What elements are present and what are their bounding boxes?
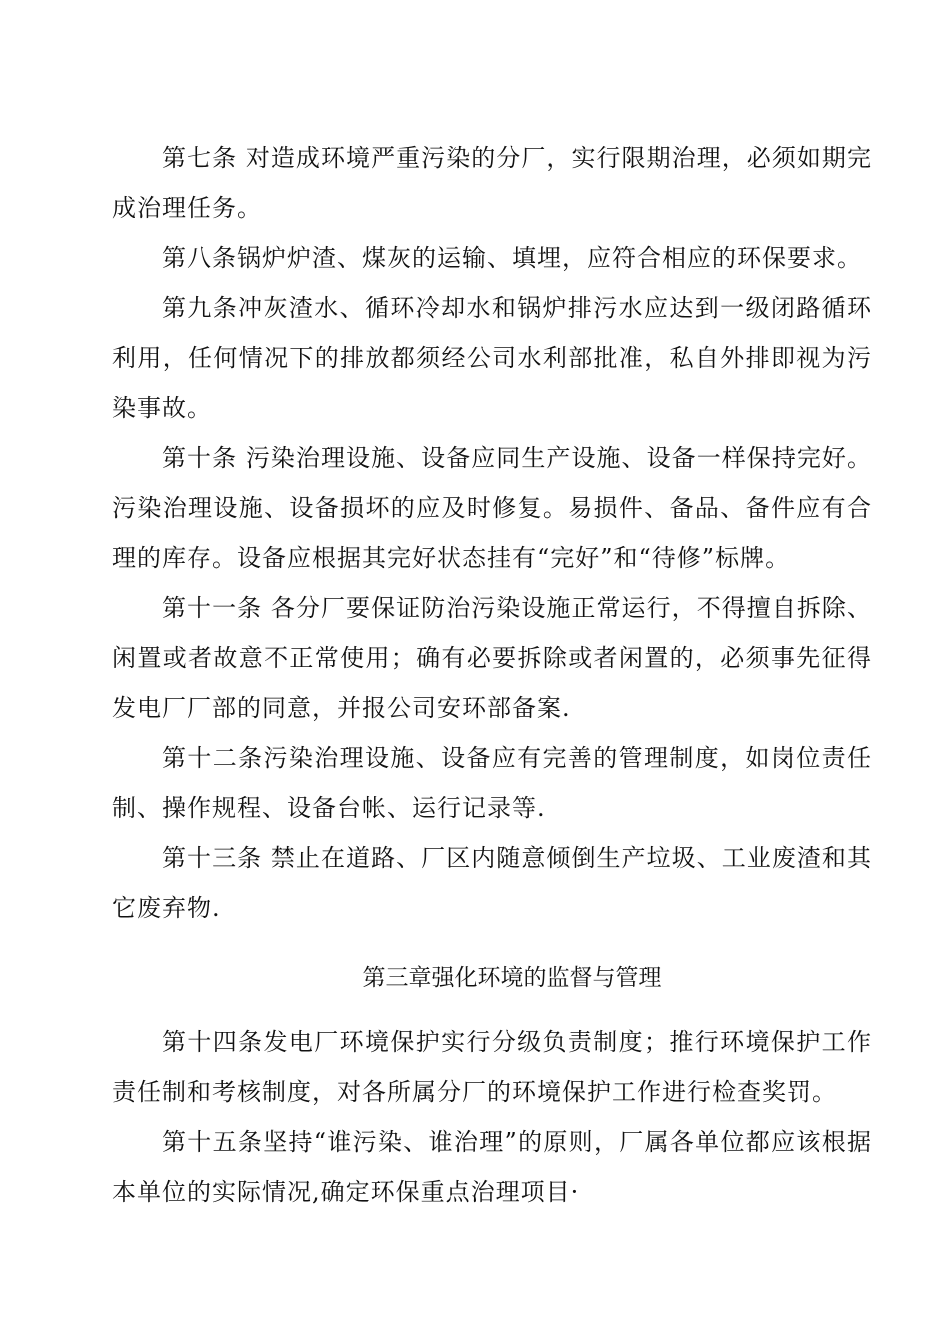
article-15: 第十五条坚持“谁污染、谁治理”的原则，厂属各单位都应该根据本单位的实际情况,确定环保重点治理项目·	[112, 1128, 872, 1206]
article-12: 第十二条污染治理设施、设备应有完善的管理制度，如岗位责任制、操作规程、设备台帐、运行记录等.	[112, 744, 872, 822]
article-11: 第十一条 各分厂要保证防治污染设施正常运行，不得擅自拆除、闲置或者故意不正常使用；确有必要拆除或者闲置的，必须事先征得发电厂厂部的同意，并报公司安环部备案.	[112, 594, 872, 722]
article-13: 第十三条 禁止在道路、厂区内随意倾倒生产垃圾、工业废渣和其它废弃物.	[112, 844, 872, 922]
article-9: 第九条冲灰渣水、循环冷却水和锅炉排污水应达到一级闭路循环利用，任何情况下的排放都须经公司水利部批准，私自外排即视为污染事故。	[112, 294, 872, 422]
article-8: 第八条锅炉炉渣、煤灰的运输、填埋，应符合相应的环保要求。	[162, 244, 862, 272]
article-10: 第十条 污染治理设施、设备应同生产设施、设备一样保持完好。污染治理设施、设备损坏的应及时修复。易损件、备品、备件应有合理的库存。设备应根据其完好状态挂有“完好”和“待修”标牌。	[112, 444, 872, 572]
article-14: 第十四条发电厂环境保护实行分级负责制度；推行环境保护工作责任制和考核制度，对各所属分厂的环境保护工作进行检查奖罚。	[112, 1028, 872, 1106]
article-7: 第七条 对造成环境严重污染的分厂，实行限期治理，必须如期完成治理任务。	[112, 144, 872, 222]
chapter-heading: 第三章强化环境的监督与管理	[362, 965, 662, 991]
document-page	[112, 133, 872, 1217]
